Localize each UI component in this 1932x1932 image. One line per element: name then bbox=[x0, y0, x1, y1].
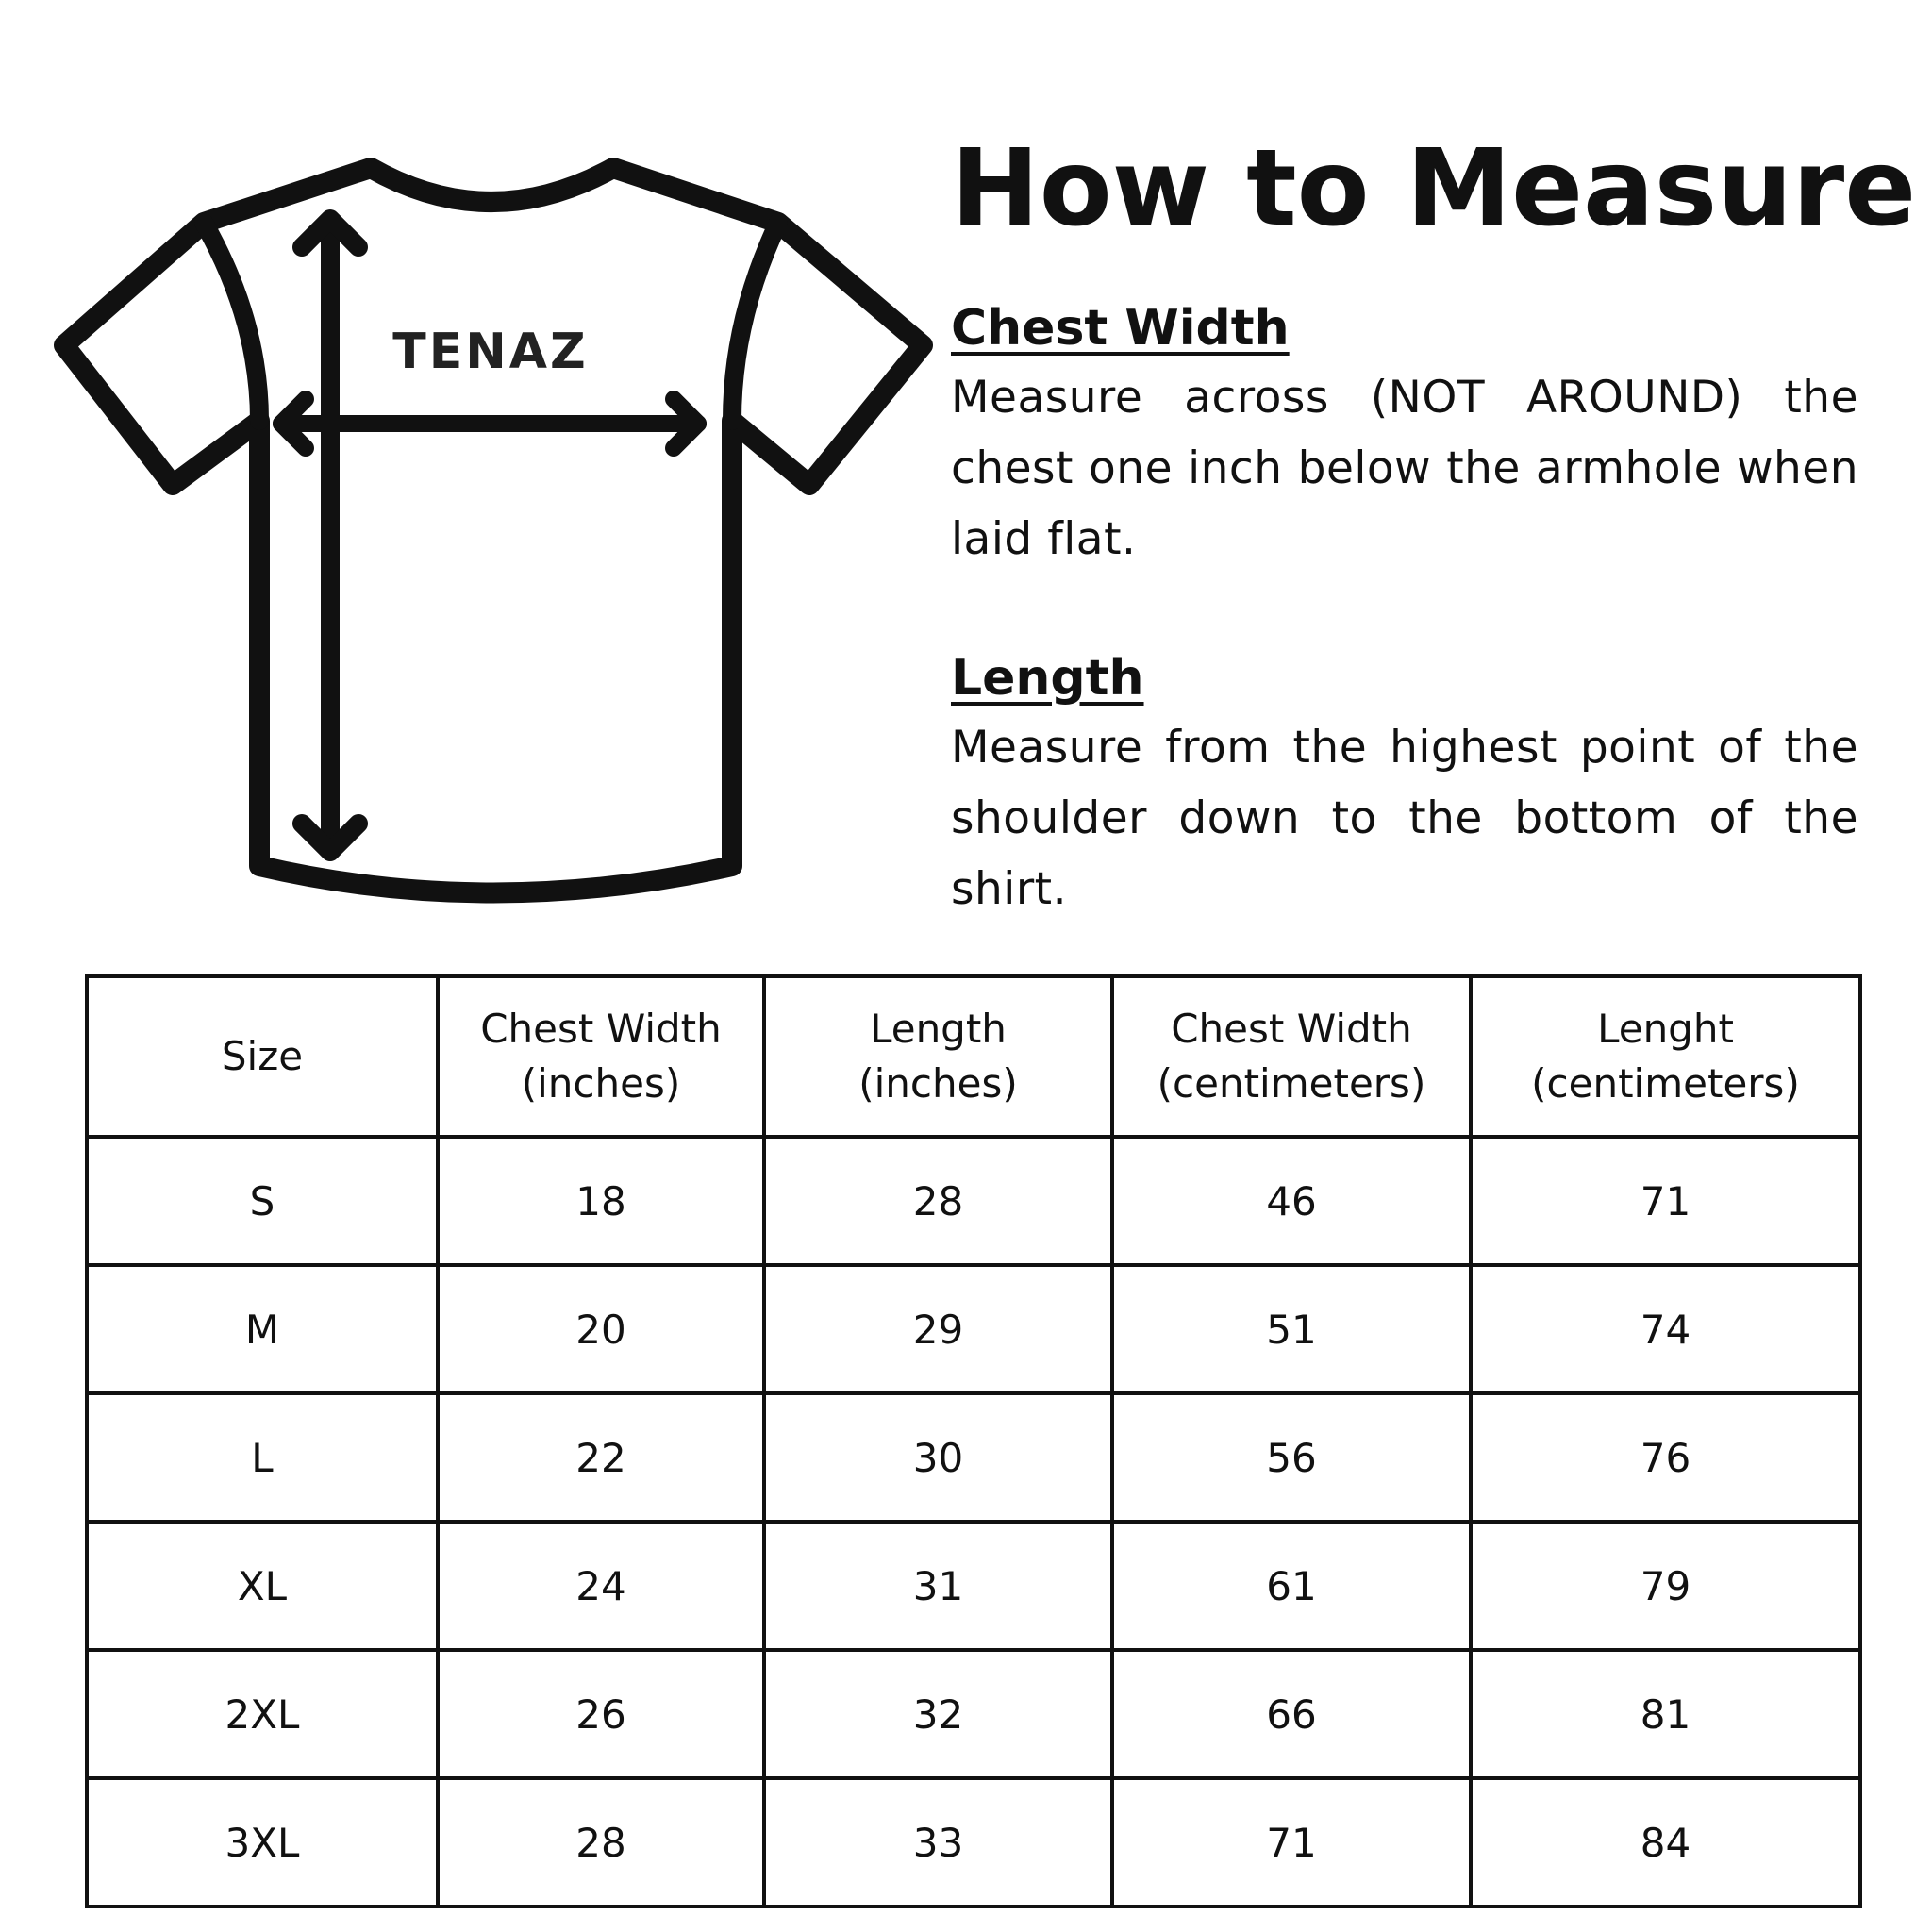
page-title: How to Measure bbox=[951, 127, 1917, 250]
chest-width-instructions: Measure across (NOT AROUND) the chest one inch below the armhole when laid flat. bbox=[951, 372, 1858, 565]
length-cm-cell: 81 bbox=[1471, 1650, 1860, 1778]
length-inches-cell: 28 bbox=[764, 1137, 1112, 1265]
size-cell: XL bbox=[87, 1522, 438, 1650]
size-cell: M bbox=[87, 1265, 438, 1393]
length-heading: Length bbox=[951, 650, 1144, 707]
length-cm-cell: 71 bbox=[1471, 1137, 1860, 1265]
chest-cm-cell: 51 bbox=[1112, 1265, 1471, 1393]
length-cm-cell: 76 bbox=[1471, 1393, 1860, 1522]
size-cell: 3XL bbox=[87, 1778, 438, 1907]
table-row bbox=[87, 1522, 1860, 1650]
table-header-row bbox=[87, 976, 1860, 1137]
chest-inches-cell: 20 bbox=[438, 1265, 764, 1393]
length-inches-cell: 29 bbox=[764, 1265, 1112, 1393]
chest-width-heading: Chest Width bbox=[951, 300, 1290, 357]
size-chart-table bbox=[85, 974, 1862, 1908]
chest-cm-cell: 56 bbox=[1112, 1393, 1471, 1522]
table-row bbox=[87, 1265, 1860, 1393]
chest-inches-cell: 18 bbox=[438, 1137, 764, 1265]
tshirt-outline bbox=[64, 168, 923, 893]
table-row bbox=[87, 1650, 1860, 1778]
length-cm-cell: 84 bbox=[1471, 1778, 1860, 1907]
chest-inches-cell: 26 bbox=[438, 1650, 764, 1778]
size-cell: S bbox=[87, 1137, 438, 1265]
length-inches-cell: 32 bbox=[764, 1650, 1112, 1778]
header-length-inches: Length (inches) bbox=[764, 976, 1112, 1137]
chest-inches-cell: 28 bbox=[438, 1778, 764, 1907]
chest-inches-cell: 22 bbox=[438, 1393, 764, 1522]
size-cell: 2XL bbox=[87, 1650, 438, 1778]
left-sleeve-seam bbox=[204, 223, 259, 421]
length-instructions: Measure from the highest point of the shoulder down to the bottom of the shirt. bbox=[951, 722, 1858, 915]
chest-inches-cell: 24 bbox=[438, 1522, 764, 1650]
measure-guide bbox=[951, 123, 1917, 924]
table-row bbox=[87, 1393, 1860, 1522]
length-cm-cell: 74 bbox=[1471, 1265, 1860, 1393]
length-inches-cell: 31 bbox=[764, 1522, 1112, 1650]
header-size: Size bbox=[87, 976, 438, 1137]
tshirt-measurement-diagram bbox=[0, 0, 943, 943]
header-chest-cm: Chest Width (centimeters) bbox=[1112, 976, 1471, 1137]
header-length-cm: Lenght (centimeters) bbox=[1471, 976, 1860, 1137]
length-inches-cell: 33 bbox=[764, 1778, 1112, 1907]
table-row bbox=[87, 1137, 1860, 1265]
chest-cm-cell: 61 bbox=[1112, 1522, 1471, 1650]
chest-width-arrow bbox=[281, 399, 698, 448]
table-row bbox=[87, 1778, 1860, 1907]
size-cell: L bbox=[87, 1393, 438, 1522]
length-cm-cell: 79 bbox=[1471, 1522, 1860, 1650]
chest-cm-cell: 71 bbox=[1112, 1778, 1471, 1907]
length-arrow bbox=[302, 219, 358, 852]
chest-cm-cell: 66 bbox=[1112, 1650, 1471, 1778]
right-sleeve-seam bbox=[732, 223, 778, 421]
length-inches-cell: 30 bbox=[764, 1393, 1112, 1522]
brand-logo: TENAZ bbox=[392, 324, 589, 380]
chest-cm-cell: 46 bbox=[1112, 1137, 1471, 1265]
header-chest-inches: Chest Width (inches) bbox=[438, 976, 764, 1137]
